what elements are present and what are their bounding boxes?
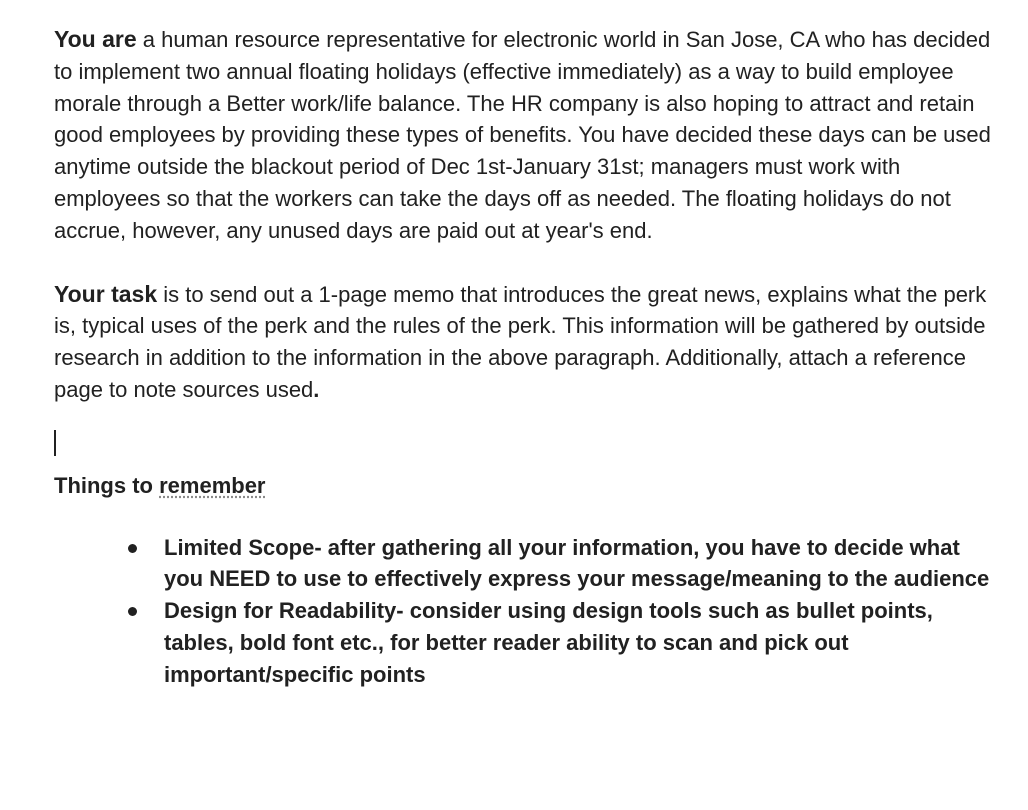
task-text: is to send out a 1-page memo that introduces the great news, explains what the perk is, typical uses of the perk and the rules of the perk. This information will be gathered by outside research in addition to the information in the above paragraph. Additionally, attach a reference page to note sources used	[54, 281, 987, 402]
task-end-period: .	[313, 376, 320, 402]
text-cursor	[54, 430, 56, 456]
list-item-text: Design for Readability- consider using design tools such as bullet points, tables, bold font etc., for better reader ability to scan and pick out important/specific points	[164, 598, 933, 687]
list-item-text: Limited Scope- after gathering all your information, you have to decide what you NEED to use to effectively express your message/meaning to the audience	[164, 534, 990, 592]
document-body[interactable]	[54, 24, 994, 691]
intro-lead: You are	[54, 26, 137, 52]
things-list	[54, 532, 994, 691]
bullet-icon	[128, 544, 137, 553]
list-item	[164, 595, 994, 690]
empty-line[interactable]	[54, 406, 994, 470]
spellcheck-flagged-word[interactable]: remember	[159, 472, 266, 498]
intro-text: a human resource representative for electronic world in San Jose, CA who has decided to implement two annual floating holidays (effective immediately) as a way to build employee morale through a Better work/life balance. The HR company is also hoping to attract and retain good employees by providing these types of benefits. You have decided these days can be used anytime outside the blackout period of Dec 1st-January 31st; managers must work with employees so that the workers can take the days off as needed. The floating holidays do not accrue, however, any unused days are paid out at year's end.	[54, 27, 991, 243]
things-heading	[54, 470, 994, 502]
intro-paragraph	[54, 24, 994, 247]
bullet-icon	[128, 607, 137, 616]
task-paragraph	[54, 279, 994, 406]
task-lead: Your task	[54, 280, 158, 307]
list-item	[164, 532, 994, 596]
things-heading-prefix: Things to	[54, 472, 160, 498]
